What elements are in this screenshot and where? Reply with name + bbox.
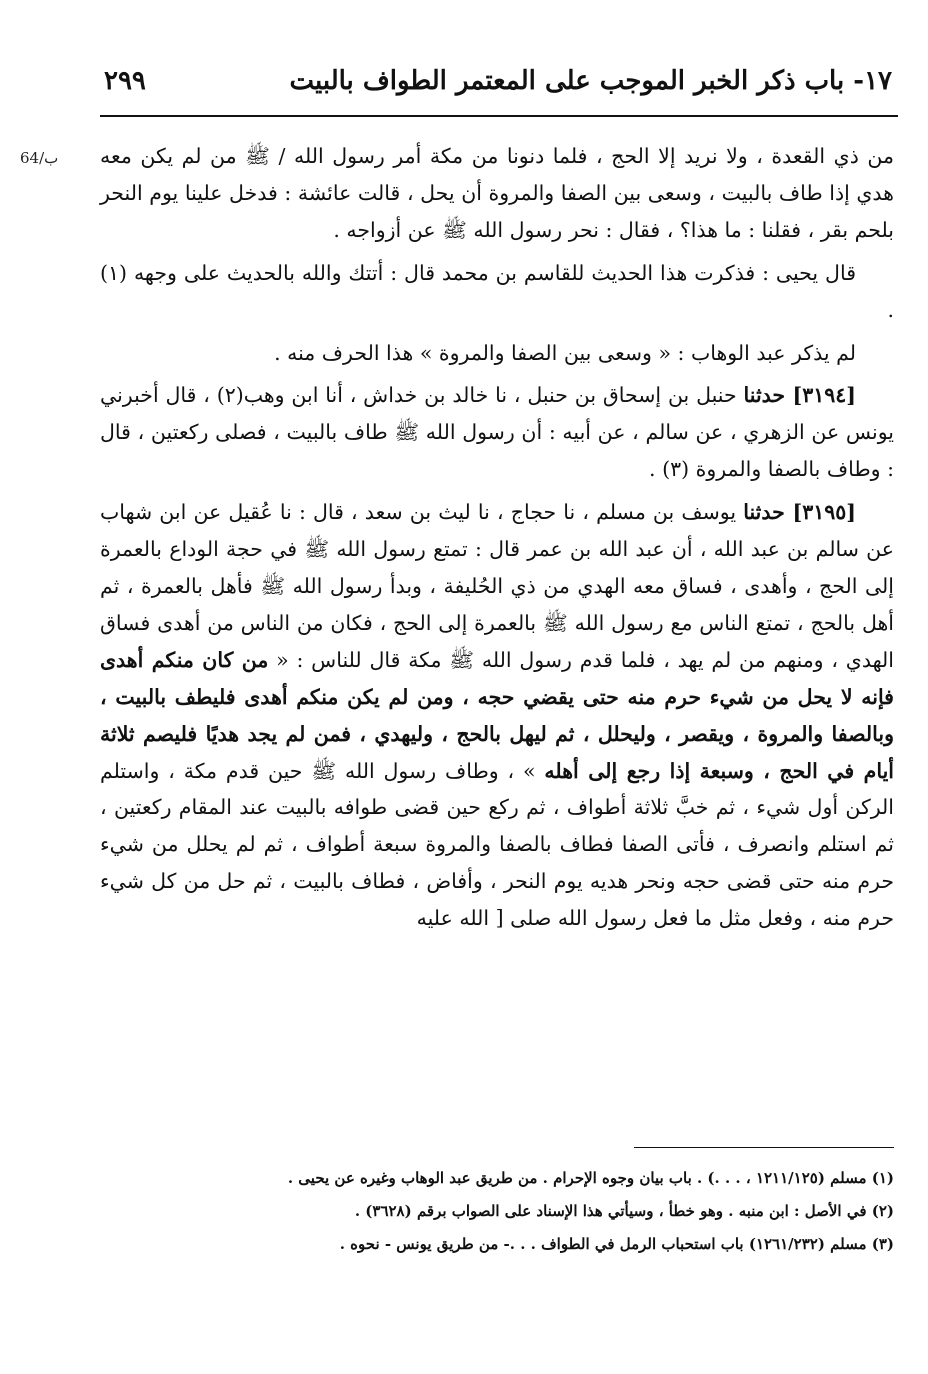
footnote: (٣) مسلم (١٢٦١/٢٣٢) باب استحباب الرمل في الطواف . . .- من طريق يونس - نحوه .	[339, 1235, 894, 1253]
text-run: من ذي القعدة ، ولا نريد إلا الحج ، فلما دنونا من مكة أمر رسول الله / ﷺ من لم يكن معه هدي إذا طاف بالبيت ، وسعى بين الصفا والمروة أن يحل ، قالت عائشة : فدخل علينا يوم النحر بلحم بقر ، فقلنا : ما هذا؟ ، فقال : نحر رسول الله ﷺ عن أزواجه .	[100, 144, 894, 242]
manuscript-folio-ref: 64/ب	[20, 149, 59, 167]
bold-text: [٣١٩٥] حدثنا	[743, 500, 856, 525]
text-run: حنبل بن إسحاق بن حنبل ، نا خالد بن خداش ، أنا ابن وهب(٢) ، قال أخبرني يونس عن الزهري ، عن سالم ، عن أبيه : أن رسول الله ﷺ طاف بالبيت ، فصلى ركعتين ، قال : وطاف بالصفا والمروة (٣) .	[100, 383, 894, 482]
bold-text: من كان منكم أهدى فإنه لا يحل من شيء حرم منه حتى يقضي حجه ، ومن لم يكن منكم أهدى فليطف بالبيت ، وبالصفا والمروة ، ويقصر ، وليحلل ، ثم ليهل بالحج ، وليهدي ، فمن لم يجد هديًا فليصم ثلاثة أيام في الحج ، وسبعة إذا رجع إلى أهله	[100, 647, 894, 783]
footnote: (١) مسلم (١٢١١/١٢٥ ، . . .) . باب بيان وجوه الإحرام . من طريق عبد الوهاب وغيره عن يحيى .	[287, 1169, 894, 1187]
text-run: لم يذكر عبد الوهاب : « وسعى بين الصفا والمروة » هذا الحرف منه .	[274, 340, 856, 365]
text-run: قال يحيى : فذكرت هذا الحديث للقاسم بن محمد قال : أتتك والله بالحديث على وجهه (١) .	[100, 260, 894, 322]
paragraph	[100, 335, 894, 372]
bold-text: [٣١٩٤] حدثنا	[743, 383, 856, 408]
header-divider	[100, 115, 898, 117]
text-run: » ، وطاف رسول الله ﷺ حين قدم مكة ، واستلم الركن أول شيء ، ثم خبَّ ثلاثة أطواف ، ثم ركع حين قضى طوافه بالبيت عند المقام ركعتين ، ثم استلم وانصرف ، فأتى الصفا فطاف بالصفا والمروة سبعة أطواف ، ثم لم يحلل من شيء حرم منه حتى قضى حجه ونحر هديه يوم النحر ، وأفاض ، فطاف بالبيت ، ثم حل من كل شيء حرم منه ، وفعل مثل ما فعل رسول الله صلى [ الله عليه	[100, 758, 894, 931]
text-run: يوسف بن مسلم ، نا حجاج ، نا ليث بن سعد ، قال : نا عُقيل عن ابن شهاب عن سالم بن عبد الله ، أن عبد الله بن عمر قال : تمتع رسول الله ﷺ في حجة الوداع بالعمرة إلى الحج ، وأهدى ، فساق معه الهدي من ذي الحُليفة ، وبدأ رسول الله ﷺ فأهل بالعمرة ، ثم أهل بالحج ، تمتع الناس مع رسول الله ﷺ بالعمرة إلى الحج ، فكان من الناس من أهدى فساق الهدي ، ومنهم من لم يهد ، فلما قدم رسول الله ﷺ مكة قال للناس : «	[100, 500, 894, 672]
paragraph	[100, 255, 894, 329]
body-text	[100, 138, 894, 943]
footnotes	[100, 1162, 894, 1261]
paragraph	[100, 377, 894, 488]
page-number: ٢٩٩	[104, 66, 146, 96]
footnote: (٢) في الأصل : ابن منبه . وهو خطأ ، وسيأتي هذا الإسناد على الصواب برقم (٣٦٢٨) .	[354, 1202, 894, 1220]
footnote-divider	[634, 1147, 894, 1148]
paragraph	[100, 494, 894, 937]
paragraph	[100, 138, 894, 249]
chapter-title: ١٧- باب ذكر الخبر الموجب على المعتمر الطواف بالبيت	[289, 66, 892, 96]
